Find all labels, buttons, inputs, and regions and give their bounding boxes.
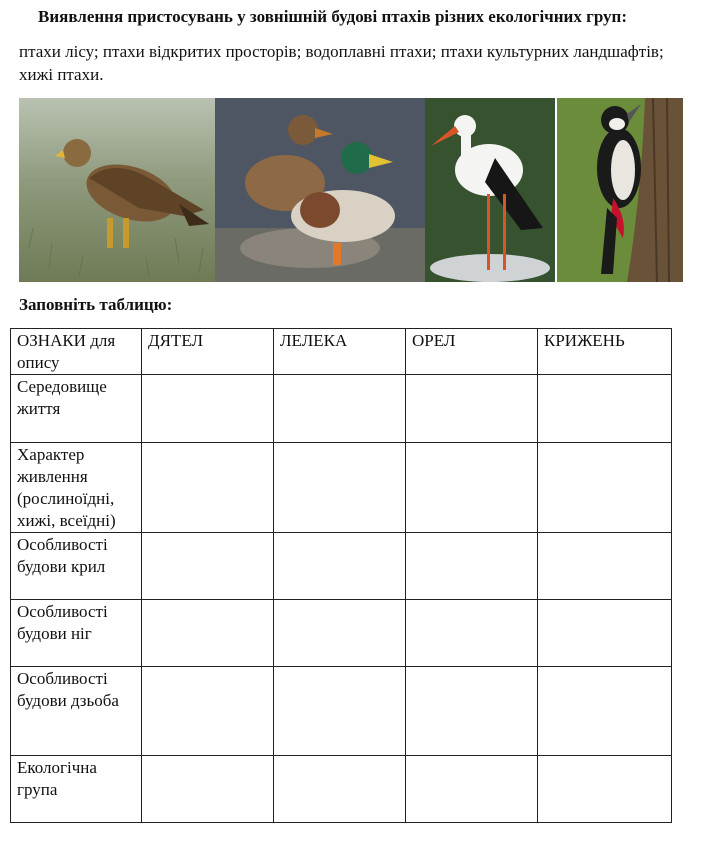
ecological-groups-list: птахи лісу; птахи відкритих просторів; водоплавні птахи; птахи культурних ландшафтів; хижі птахи.	[19, 42, 664, 84]
answer-cell[interactable]	[274, 600, 406, 667]
answer-cell[interactable]	[538, 533, 672, 600]
answer-cell[interactable]	[406, 375, 538, 443]
answer-cell[interactable]	[406, 667, 538, 756]
header-woodpecker: ДЯТЕЛ	[142, 329, 274, 375]
eagle-photo	[19, 98, 215, 282]
mallard-ducks-photo	[215, 98, 425, 282]
answer-cell[interactable]	[142, 533, 274, 600]
table-row	[11, 600, 672, 667]
answer-cell[interactable]	[142, 443, 274, 533]
answer-cell[interactable]	[142, 756, 274, 823]
answer-cell[interactable]	[274, 756, 406, 823]
answer-cell[interactable]	[538, 756, 672, 823]
answer-cell[interactable]	[274, 667, 406, 756]
answer-cell[interactable]	[538, 443, 672, 533]
answer-cell[interactable]	[142, 667, 274, 756]
header-stork: ЛЕЛЕКА	[274, 329, 406, 375]
header-mallard: КРИЖЕНЬ	[538, 329, 672, 375]
table-row	[11, 756, 672, 823]
table-row	[11, 667, 672, 756]
bird-photos-strip	[19, 98, 683, 282]
answer-cell[interactable]	[538, 600, 672, 667]
header-features: ОЗНАКИ для опису	[11, 329, 142, 375]
answer-cell[interactable]	[274, 375, 406, 443]
answer-cell[interactable]	[274, 443, 406, 533]
table-row	[11, 375, 672, 443]
bird-features-table	[10, 328, 672, 823]
woodpecker-photo	[557, 98, 683, 282]
header-eagle: ОРЕЛ	[406, 329, 538, 375]
answer-cell[interactable]	[538, 667, 672, 756]
answer-cell[interactable]	[406, 533, 538, 600]
table-row	[11, 533, 672, 600]
row-label-ecological-group: Екологічна група	[11, 756, 142, 823]
answer-cell[interactable]	[142, 600, 274, 667]
table-row	[11, 443, 672, 533]
row-label-diet: Характер живлення (рослиноїдні, хижі, всеїдні)	[11, 443, 142, 533]
page-title: Виявлення пристосувань у зовнішній будові птахів різних екологічних груп:	[38, 7, 628, 26]
answer-cell[interactable]	[406, 756, 538, 823]
row-label-beak: Особливості будови дзьоба	[11, 667, 142, 756]
answer-cell[interactable]	[406, 600, 538, 667]
answer-cell[interactable]	[274, 533, 406, 600]
row-label-legs: Особливості будови ніг	[11, 600, 142, 667]
answer-cell[interactable]	[142, 375, 274, 443]
white-stork-photo	[425, 98, 555, 282]
table-header-row	[11, 329, 672, 375]
row-label-habitat: Середовище життя	[11, 375, 142, 443]
answer-cell[interactable]	[538, 375, 672, 443]
table-instruction: Заповніть таблицю:	[19, 295, 173, 314]
row-label-wings: Особливості будови крил	[11, 533, 142, 600]
answer-cell[interactable]	[406, 443, 538, 533]
